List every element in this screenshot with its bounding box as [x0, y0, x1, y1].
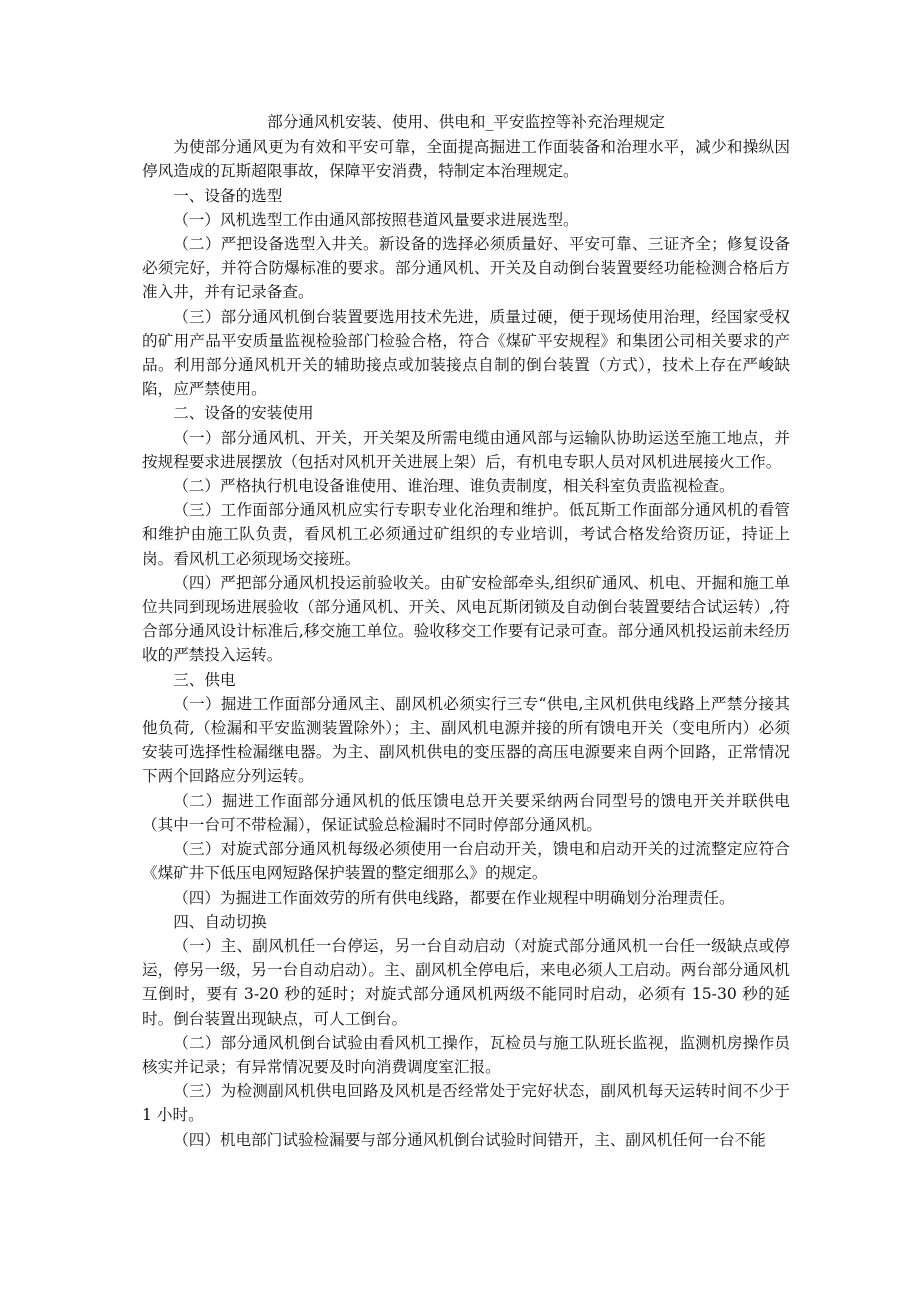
- paragraph: （三）部分通风机倒台装置要选用技术先进，质量过硬，便于现场使用治理，经国家受权的矿用产品平安质量监视检验部门检验合格，符合《煤矿平安规程》和集团公司相关要求的产品。利用部分通风机开关的辅助接点或加装接点自制的倒台装置（方式），技术上存在严峻缺陷，应严禁使用。: [142, 307, 790, 399]
- paragraph: （四）机电部门试验检漏要与部分通风机倒台试验时间错开，主、副风机任何一台不能: [173, 1130, 766, 1149]
- paragraph: （三）为检测副风机供电回路及风机是否经常处于完好状态，副风机每天运转时间不少于 1 小时。: [142, 1082, 790, 1125]
- paragraph: （二）严把设备选型入井关。新设备的选择必须质量好、平安可靠、三证齐全；修复设备必须完好，并符合防爆标准的要求。部分通风机、开关及自动倒台装置要经功能检测合格后方准入井，并有记录备查。: [142, 235, 790, 302]
- paragraph: （一）风机选型工作由通风部按照巷道风量要求进展选型。: [173, 210, 579, 229]
- section-heading-power-supply: 三、供电: [173, 670, 236, 689]
- paragraph: （四）为掘进工作面效劳的所有供电线路，都要在作业规程中明确划分治理责任。: [173, 888, 735, 907]
- paragraph: （二）部分通风机倒台试验由看风机工操作，瓦检员与施工队班长监视，监测机房操作员核实并记录；有异常情况要及时向消费调度室汇报。: [142, 1033, 790, 1076]
- paragraph: （一）部分通风机、开关，开关架及所需电缆由通风部与运输队协助运送至施工地点，并按规程要求进展摆放（包括对风机开关进展上架）后，有机电专职人员对风机进展接火工作。: [142, 428, 790, 471]
- section-heading-equipment-selection: 一、设备的选型: [173, 186, 283, 205]
- paragraph: （一）掘进工作面部分通风主、副风机必须实行三专“供电,主风机供电线路上严禁分接其他负荷,（检漏和平安监测装置除外）；主、副风机电源并接的所有馈电开关（变电所内）必须安装可选择性检漏继电器。为主、副风机供电的变压器的高压电源要来自两个回路，正常情况下两个回路应分列运转。: [142, 694, 790, 786]
- intro-paragraph: 为使部分通风更为有效和平安可靠，全面提高掘进工作面装备和治理水平，减少和操纵因停风造成的瓦斯超限事故，保障平安消费，特制定本治理规定。: [142, 138, 790, 181]
- paragraph: （三）对旋式部分通风机每级必须使用一台启动开关，馈电和启动开关的过流整定应符合《煤矿井下低压电网短路保护装置的整定细那么》的规定。: [142, 840, 790, 883]
- paragraph: （一）主、副风机任一台停运，另一台自动启动（对旋式部分通风机一台任一级缺点或停运，停另一级，另一台自动启动）。主、副风机全停电后，来电必须人工启动。两台部分通风机互倒时，要有 3-20 秒的延时；对旋式部分通风机两级不能同时启动，必须有 15-30 秒的延时。倒台装置出现缺点，可人工倒台。: [142, 936, 790, 1028]
- document-page: [142, 110, 790, 1152]
- paragraph: （四）严把部分通风机投运前验收关。由矿安检部牵头,组织矿通风、机电、开掘和施工单位共同到现场进展验收（部分通风机、开关、风电瓦斯闭锁及自动倒台装置要结合试运转）,符合部分通风设计标准后,移交施工单位。验收移交工作要有记录可查。部分通风机投运前未经历收的严禁投入运转。: [142, 573, 790, 665]
- paragraph: （二）掘进工作面部分通风机的低压馈电总开关要采纳两台同型号的馈电开关并联供电（其中一台可不带检漏），保证试验总检漏时不同时停部分通风机。: [142, 791, 790, 834]
- document-title: 部分通风机安装、使用、供电和_平安监控等补充治理规定: [267, 113, 665, 131]
- section-heading-installation-use: 二、设备的安装使用: [173, 404, 314, 423]
- paragraph: （三）工作面部分通风机应实行专职专业化治理和维护。低瓦斯工作面部分通风机的看管和维护由施工队负责，看风机工必须通过矿组织的专业培训，考试合格发给资历证，持证上岗。看风机工必须现场交接班。: [142, 501, 790, 568]
- section-heading-auto-switch: 四、自动切换: [173, 912, 267, 931]
- paragraph: （二）严格执行机电设备谁使用、谁治理、谁负责制度，相关科室负责监视检查。: [173, 477, 735, 496]
